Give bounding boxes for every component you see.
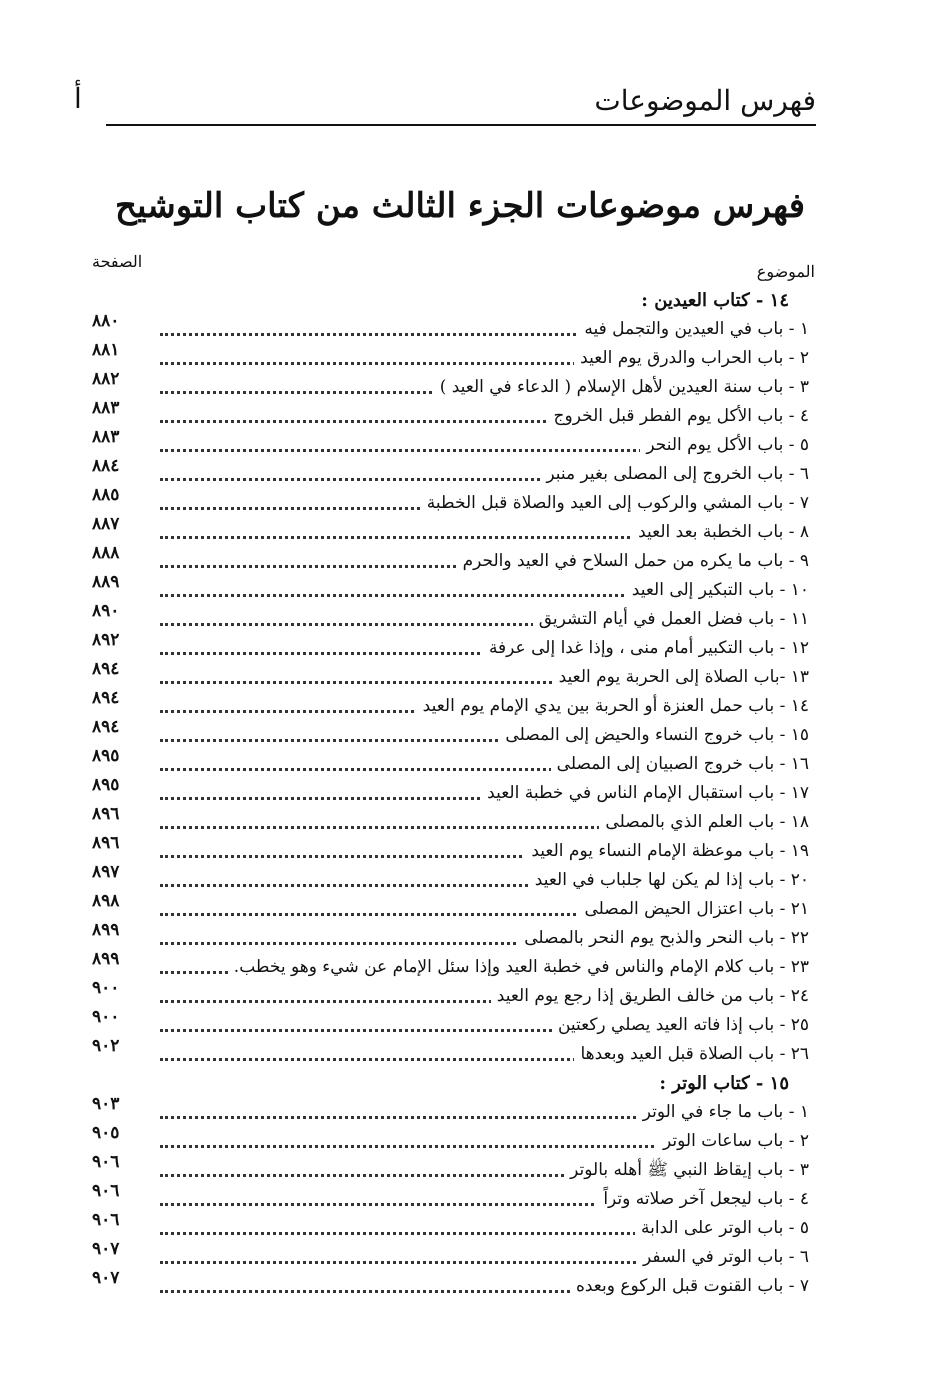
entry-title: ١٧ - باب استقبال الإمام الناس في خطبة العيد	[481, 779, 809, 808]
toc-entry	[92, 1094, 809, 1127]
entry-page-number: ٨٩٤	[92, 688, 120, 708]
entry-title: ٣ - باب إيقاظ النبي ﷺ أهله بالوتر	[564, 1156, 809, 1185]
toc-entry	[92, 717, 809, 750]
entry-title: ٦ - باب الوتر في السفر	[637, 1243, 809, 1272]
table-of-contents	[92, 286, 809, 1301]
entry-page-number: ٨٨٥	[92, 485, 120, 505]
entry-page-number: ٩٠٦	[92, 1181, 120, 1201]
entry-title: ٧ - باب القنوت قبل الركوع وبعده	[570, 1272, 809, 1301]
header-rule	[106, 124, 816, 126]
entry-page-number: ٨٨٠	[92, 311, 120, 331]
entry-title: ٤ - باب الأكل يوم الفطر قبل الخروج	[548, 402, 809, 431]
entry-page-number: ٩٠٥	[92, 1123, 120, 1143]
toc-entry	[92, 601, 809, 634]
entry-title: ١ - باب ما جاء في الوتر	[637, 1098, 809, 1127]
entry-title: ١٢ - باب التكبير أمام منى ، وإذا غدا إلى عرفة	[483, 634, 809, 663]
entry-page-number: ٨٩٩	[92, 920, 120, 940]
entry-page-number: ٨٨٤	[92, 456, 120, 476]
toc-entry	[92, 1268, 809, 1301]
column-head-page: الصفحة	[92, 252, 143, 271]
entry-title: ٢٠ - باب إذا لم يكن لها جلباب في العيد	[529, 866, 809, 895]
entry-title: ٦ - باب الخروج إلى المصلى بغير منبر	[540, 460, 809, 489]
entry-title: ١٥ - باب خروج النساء والحيض إلى المصلى	[499, 721, 809, 750]
column-head-topic: الموضوع	[756, 262, 815, 281]
entry-title: ٩ - باب ما يكره من حمل السلاح في العيد والحرم	[457, 547, 809, 576]
toc-entry	[92, 485, 809, 518]
entry-title: ٨ - باب الخطبة بعد العيد	[632, 518, 809, 547]
toc-entry	[92, 746, 809, 779]
entry-title: ٢٢ - باب النحر والذبح يوم النحر بالمصلى	[518, 924, 809, 953]
toc-entry	[92, 920, 809, 953]
entry-title: ٢٥ - باب إذا فاته العيد يصلي ركعتين	[552, 1011, 809, 1040]
entry-title: ٢ - باب ساعات الوتر	[657, 1127, 809, 1156]
entry-page-number: ٩٠٧	[92, 1268, 120, 1288]
entry-page-number: ٨٩٤	[92, 659, 120, 679]
running-title: فهرس الموضوعات	[594, 84, 816, 117]
entry-page-number: ٨٨٩	[92, 572, 120, 592]
entry-title: ٧ - باب المشي والركوب إلى العيد والصلاة قبل الخطبة	[421, 489, 809, 518]
entry-title: ٤ - باب ليجعل آخر صلاته وتراً	[597, 1185, 809, 1214]
toc-entry	[92, 862, 809, 895]
entry-page-number: ٩٠٢	[92, 1036, 120, 1056]
entry-page-number: ٨٩٨	[92, 891, 120, 911]
entry-page-number: ٨٨١	[92, 340, 120, 360]
toc-entry	[92, 311, 809, 344]
toc-entry	[92, 1210, 809, 1243]
entry-page-number: ٨٨٣	[92, 427, 120, 447]
toc-entry	[92, 543, 809, 576]
running-header	[74, 82, 816, 124]
toc-entry	[92, 1239, 809, 1272]
entry-title: ١٠ - باب التبكير إلى العيد	[626, 576, 809, 605]
entry-title: ٢٤ - باب من خالف الطريق إذا رجع يوم العيد	[491, 982, 809, 1011]
toc-entry	[92, 456, 809, 489]
toc-entry	[92, 1152, 809, 1185]
toc-entry	[92, 949, 809, 982]
section-heading: ١٥ - كتاب الوتر :	[659, 1073, 789, 1094]
entry-title: ١٤ - باب حمل العنزة أو الحربة بين يدي الإمام يوم العيد	[417, 692, 809, 721]
section-heading: ١٤ - كتاب العيدين :	[641, 290, 789, 311]
entry-title: ٣ - باب سنة العيدين لأهل الإسلام ( الدعاء في العيد )	[434, 373, 809, 402]
entry-title: ٥ - باب الأكل يوم النحر	[640, 431, 809, 460]
toc-entry	[92, 630, 809, 663]
entry-page-number: ٨٩٧	[92, 862, 120, 882]
toc-entry	[92, 804, 809, 837]
entry-page-number: ٨٩٤	[92, 717, 120, 737]
toc-entry	[92, 978, 809, 1011]
entry-title: ١ - باب في العيدين والتجمل فيه	[578, 315, 809, 344]
toc-entry	[92, 572, 809, 605]
entry-page-number: ٩٠٠	[92, 1007, 120, 1027]
entry-page-number: ٨٩٩	[92, 949, 120, 969]
toc-entry	[92, 340, 809, 373]
toc-entry	[92, 1036, 809, 1069]
entry-page-number: ٨٩٥	[92, 746, 120, 766]
page-title: فهرس موضوعات الجزء الثالث من كتاب التوشيح	[115, 186, 805, 226]
entry-title: ١١ - باب فضل العمل في أيام التشريق	[533, 605, 809, 634]
entry-title: ٢١ - باب اعتزال الحيض المصلى	[579, 895, 810, 924]
toc-entry	[92, 775, 809, 808]
entry-page-number: ٨٩٢	[92, 630, 120, 650]
toc-entry	[92, 427, 809, 460]
entry-page-number: ٨٨٧	[92, 514, 120, 534]
entry-page-number: ٩٠٠	[92, 978, 120, 998]
entry-title: ١٨ - باب العلم الذي بالمصلى	[599, 808, 809, 837]
page-number: أ	[74, 82, 82, 115]
entry-page-number: ٨٨٢	[92, 369, 120, 389]
entry-page-number: ٨٩٠	[92, 601, 120, 621]
entry-title: ١٩ - باب موعظة الإمام النساء يوم العيد	[525, 837, 809, 866]
entry-page-number: ٩٠٦	[92, 1210, 120, 1230]
toc-entry	[92, 1007, 809, 1040]
entry-page-number: ٨٩٦	[92, 804, 120, 824]
entry-title: ٥ - باب الوتر على الدابة	[635, 1214, 809, 1243]
entry-title: ٢ - باب الحراب والدرق يوم العيد	[574, 344, 809, 373]
entry-page-number: ٨٨٣	[92, 398, 120, 418]
entry-page-number: ٩٠٦	[92, 1152, 120, 1172]
toc-entry	[92, 833, 809, 866]
toc-entry	[92, 398, 809, 431]
toc-entry	[92, 1181, 809, 1214]
toc-entry	[92, 369, 809, 402]
entry-title: ٢٣ - باب كلام الإمام والناس في خطبة العيد وإذا سئل الإمام عن شيء وهو يخطب.	[228, 953, 809, 982]
entry-title: ٢٦ - باب الصلاة قبل العيد وبعدها	[574, 1040, 809, 1069]
entry-page-number: ٩٠٣	[92, 1094, 120, 1114]
toc-entry	[92, 659, 809, 692]
entry-title: ١٦ - باب خروج الصبيان إلى المصلى	[551, 750, 809, 779]
toc-entry	[92, 688, 809, 721]
toc-entry	[92, 1123, 809, 1156]
entry-title: ١٣ -باب الصلاة إلى الحربة يوم العيد	[553, 663, 809, 692]
entry-page-number: ٨٩٦	[92, 833, 120, 853]
toc-entry	[92, 891, 809, 924]
entry-page-number: ٨٨٨	[92, 543, 120, 563]
entry-page-number: ٨٩٥	[92, 775, 120, 795]
entry-page-number: ٩٠٧	[92, 1239, 120, 1259]
toc-entry	[92, 514, 809, 547]
